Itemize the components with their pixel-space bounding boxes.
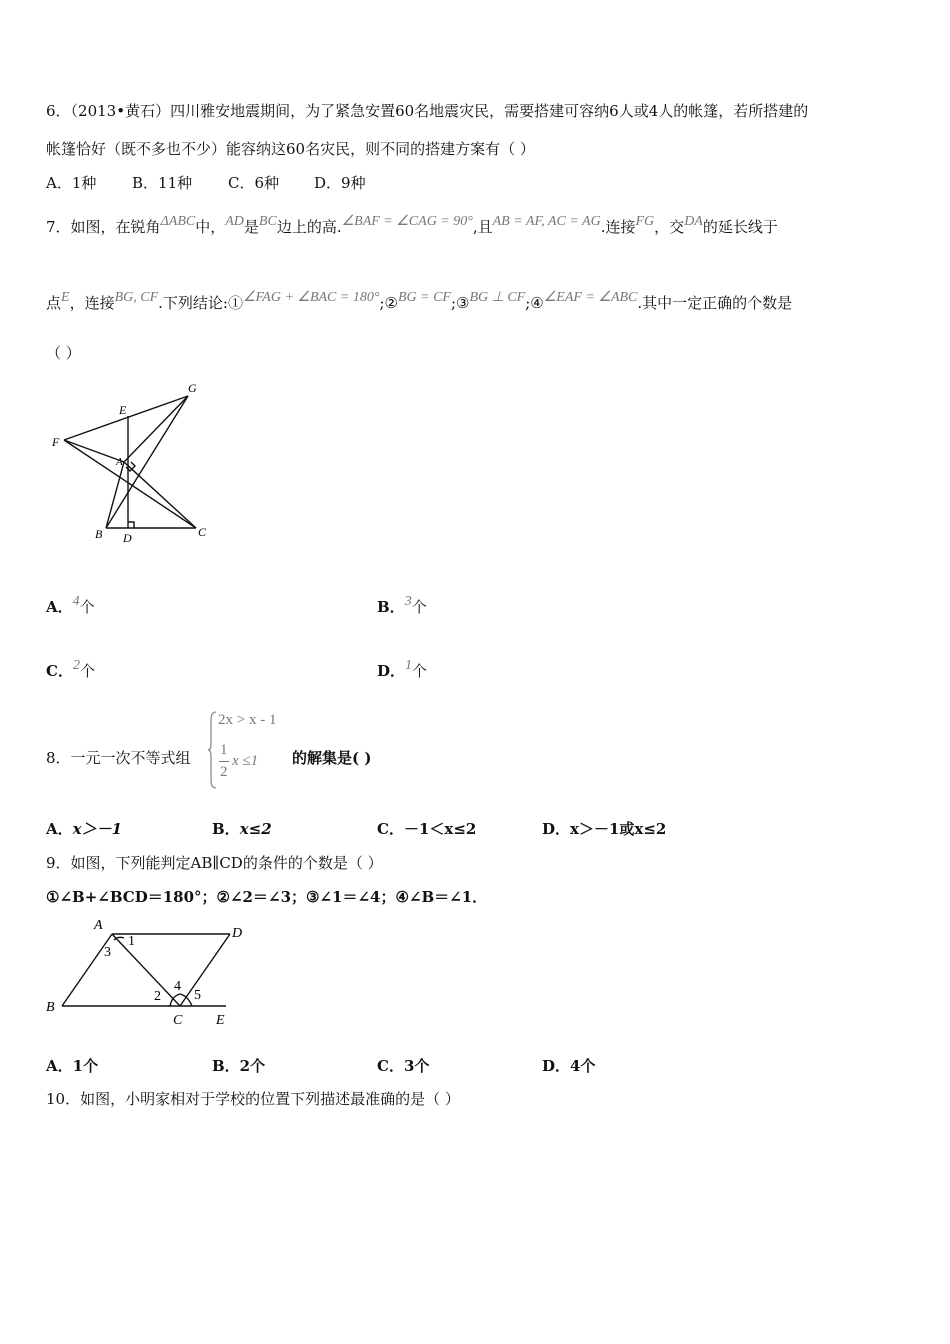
q9-figure xyxy=(42,914,254,1032)
q7-label-e: E xyxy=(119,403,127,417)
q8-brace xyxy=(208,710,218,790)
q7-text: 7．如图，在锐角 xyxy=(46,218,161,236)
q8-frac-bar xyxy=(219,761,229,762)
q9-label-b: B xyxy=(46,1000,55,1015)
q9-option-c: C．3个 xyxy=(377,1057,430,1075)
q9-label-3: 3 xyxy=(104,945,111,960)
q8-inequality-2: x ≤1 xyxy=(232,753,259,769)
q7-line3: （ ） xyxy=(46,344,81,362)
q7-option-num: 4 xyxy=(72,594,80,609)
q7-option-unit: 个 xyxy=(411,598,427,616)
q7-label-g: G xyxy=(188,381,197,395)
q8-option-letter: B． xyxy=(212,820,240,838)
q8-option-letter: A． xyxy=(46,820,73,838)
q7-option-letter: B． xyxy=(377,598,405,616)
q7-math-angles: ∠BAF = ∠CAG = 90° xyxy=(341,214,473,229)
q7-option-c xyxy=(46,660,95,681)
q7-text: .其中一定正确的个数是 xyxy=(637,294,793,312)
q8-option-letter: C． xyxy=(377,820,404,838)
q8-option-letter: D． xyxy=(542,820,571,838)
q8-option-text: x≤2 xyxy=(239,820,272,838)
q8-option-d xyxy=(542,818,666,839)
q6-option-d: D．9种 xyxy=(314,174,366,192)
q8-option-text: x＞－1 xyxy=(72,820,123,838)
q6-option-b: B．11种 xyxy=(132,174,193,192)
q7-option-unit: 个 xyxy=(412,662,428,680)
q7-text: ;② xyxy=(379,294,398,312)
q9-label-c: C xyxy=(173,1013,183,1028)
q7-math-bc: BC xyxy=(258,214,277,229)
q7-math-ad: AD xyxy=(225,214,244,229)
q7-text: ;③ xyxy=(450,294,470,312)
q10-line1: 10．如图，小明家相对于学校的位置下列描述最准确的是（ ） xyxy=(46,1090,460,1108)
q8-prefix: 8．一元一次不等式组 xyxy=(46,749,191,767)
q7-label-b: B xyxy=(95,527,103,541)
q7-label-a: A xyxy=(116,456,123,468)
q7-figure xyxy=(48,378,218,548)
q7-option-unit: 个 xyxy=(79,662,95,680)
q8-inequality-system xyxy=(208,710,292,790)
q7-math-bg-cf: BG, CF xyxy=(114,290,159,305)
q7-math-fg: FG xyxy=(635,214,655,229)
q7-text: ,且 xyxy=(472,218,493,236)
q7-math-triangle: ΔABC xyxy=(160,214,196,229)
q9-label-1: 1 xyxy=(128,934,135,949)
q7-option-num: 2 xyxy=(72,658,80,673)
q7-math-da: DA xyxy=(684,214,703,229)
q8-option-text: x＞－1或x≤2 xyxy=(570,820,667,838)
q7-text: 中， xyxy=(195,218,226,236)
q7-text: ，交 xyxy=(654,218,685,236)
q7-text: 点 xyxy=(46,294,62,312)
q9-option-d: D．4个 xyxy=(542,1057,596,1075)
q8-frac-num: 1 xyxy=(220,742,228,758)
q7-label-f: F xyxy=(52,435,60,449)
q7-text: 的延长线于 xyxy=(702,218,778,236)
q7-text: .连接 xyxy=(600,218,636,236)
q7-label-c: C xyxy=(198,525,207,539)
q6-option-c: C．6种 xyxy=(228,174,280,192)
q7-option-num: 3 xyxy=(404,594,412,609)
q9-label-5: 5 xyxy=(194,988,201,1003)
q7-text: ;④ xyxy=(525,294,544,312)
q7-label-d: D xyxy=(123,531,132,545)
q8-inequality-1: 2x > x - 1 xyxy=(218,712,277,728)
q7-option-b xyxy=(377,596,427,617)
q7-line1 xyxy=(46,216,778,240)
q7-text: 是 xyxy=(243,218,259,236)
q7-math-e: E xyxy=(61,290,70,305)
q7-text: .下列结论:① xyxy=(158,294,243,312)
q7-option-letter: A． xyxy=(46,598,73,616)
q7-option-unit: 个 xyxy=(79,598,95,616)
q6-option-a: A．1种 xyxy=(46,174,97,192)
q7-option-num: 1 xyxy=(405,658,413,673)
q8-option-a xyxy=(46,818,122,839)
q8-frac-den: 2 xyxy=(220,764,228,780)
q9-label-a: A xyxy=(94,918,103,933)
q8-option-text: －1＜x≤2 xyxy=(403,820,477,838)
q9-option-a: A．1个 xyxy=(46,1057,99,1075)
q8-option-b xyxy=(212,818,272,839)
q9-label-2: 2 xyxy=(154,989,161,1004)
q7-math-equal-sides: AB = AF, AC = AG xyxy=(492,214,601,229)
q6-line1: 6．（2013•黄石）四川雅安地震期间，为了紧急安置60名地震灾民，需要搭建可容纳6人或4人的帐篷，若所搭建的 xyxy=(46,102,809,120)
q7-option-letter: C． xyxy=(46,662,73,680)
q6-line2: 帐篷恰好（既不多也不少）能容纳这60名灾民，则不同的搭建方案有（ ） xyxy=(46,140,535,158)
q7-text: 边上的高. xyxy=(276,218,342,236)
q9-option-b: B．2个 xyxy=(212,1057,266,1075)
q9-line1: 9．如图，下列能判定AB∥CD的条件的个数是（ ） xyxy=(46,854,383,872)
q7-math-conclusion-1: ∠FAG + ∠BAC = 180° xyxy=(242,290,380,305)
q7-line2 xyxy=(46,292,792,316)
q7-option-letter: D． xyxy=(377,662,406,680)
q7-math-conclusion-3: BG ⊥ CF xyxy=(469,290,526,305)
q7-math-conclusion-2: BG = CF xyxy=(397,290,451,305)
q7-option-a xyxy=(46,596,95,617)
q9-label-4: 4 xyxy=(174,979,181,994)
q9-line2: ①∠B+∠BCD＝180°；②∠2＝∠3；③∠1＝∠4；④∠B＝∠1． xyxy=(46,888,488,906)
q8-suffix: 的解集是( ) xyxy=(292,749,372,767)
q9-label-d: D xyxy=(232,926,243,941)
q9-label-e: E xyxy=(216,1013,225,1028)
q7-math-conclusion-4: ∠EAF = ∠ABC xyxy=(543,290,638,305)
q7-text: ，连接 xyxy=(69,294,115,312)
q8-option-c xyxy=(377,818,476,839)
q7-option-d xyxy=(377,660,427,681)
